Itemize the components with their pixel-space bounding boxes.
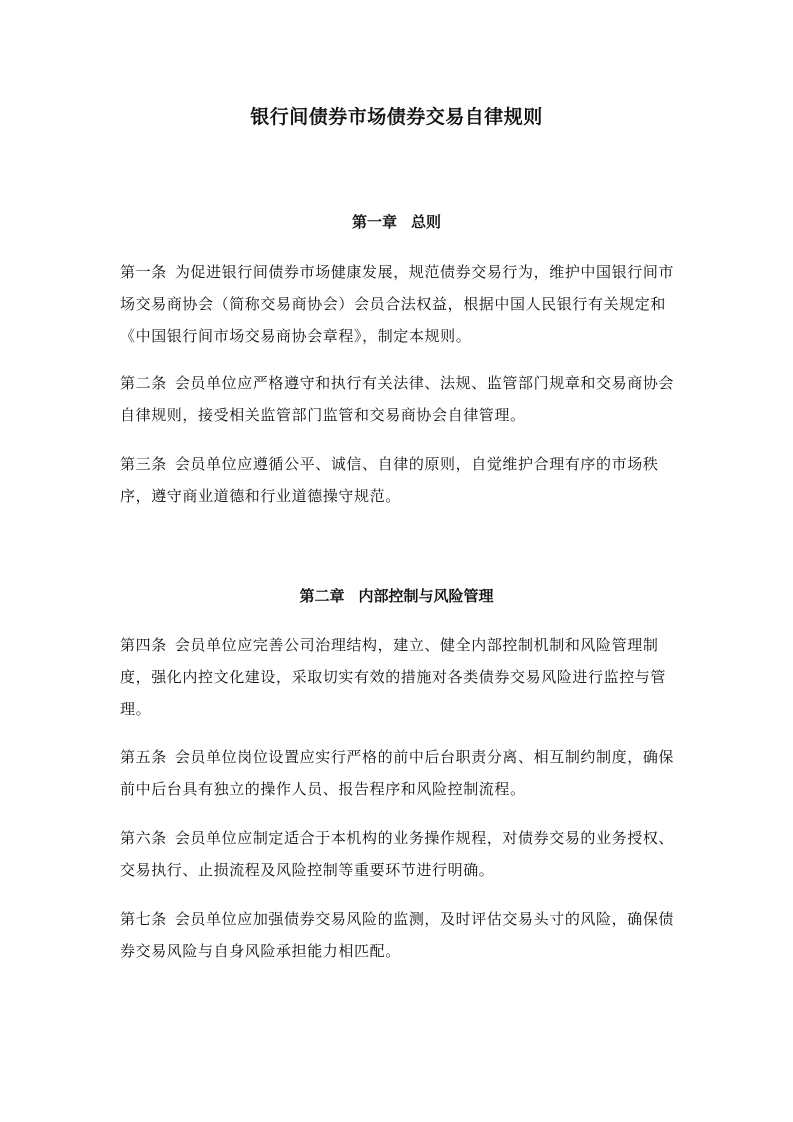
article-text: 会员单位应严格遵守和执行有关法律、法规、监管部门规章和交易商协会自律规则，接受相关监管部门监管和交易商协会自律管理。 [120, 374, 675, 424]
article-4 [120, 629, 675, 725]
article-1 [120, 256, 675, 352]
article-3 [120, 448, 675, 512]
article-7 [120, 903, 675, 967]
chapter-name: 总则 [411, 213, 442, 231]
article-number: 第五条 [120, 748, 167, 766]
article-number: 第二条 [120, 374, 167, 392]
chapter-number: 第一章 [351, 213, 397, 231]
article-2 [120, 367, 675, 431]
article-number: 第七条 [120, 910, 167, 928]
chapter-heading-1 [0, 212, 793, 232]
article-text: 会员单位应制定适合于本机构的业务操作规程，对债券交易的业务授权、交易执行、止损流程及风险控制等重要环节进行明确。 [120, 829, 675, 879]
chapter-number: 第二章 [299, 587, 345, 605]
article-number: 第三条 [120, 455, 167, 473]
article-number: 第四条 [120, 636, 167, 654]
article-5 [120, 741, 675, 805]
article-text: 为促进银行间债券市场健康发展，规范债券交易行为，维护中国银行间市场交易商协会（简称交易商协会）会员合法权益，根据中国人民银行有关规定和《中国银行间市场交易商协会章程》，制定本规则。 [120, 263, 675, 345]
article-number: 第六条 [120, 829, 167, 847]
chapter-name: 内部控制与风险管理 [358, 587, 494, 605]
article-text: 会员单位应完善公司治理结构，建立、健全内部控制机制和风险管理制度，强化内控文化建设，采取切实有效的措施对各类债券交易风险进行监控与管理。 [120, 636, 667, 718]
article-6 [120, 822, 675, 886]
article-text: 会员单位岗位设置应实行严格的前中后台职责分离、相互制约制度，确保前中后台具有独立的操作人员、报告程序和风险控制流程。 [120, 748, 675, 798]
document-title: 银行间债券市场债券交易自律规则 [250, 106, 543, 128]
article-text: 会员单位应加强债券交易风险的监测，及时评估交易头寸的风险，确保债券交易风险与自身风险承担能力相匹配。 [120, 910, 675, 960]
article-text: 会员单位应遵循公平、诚信、自律的原则，自觉维护合理有序的市场秩序，遵守商业道德和行业道德操守规范。 [120, 455, 659, 505]
article-number: 第一条 [120, 263, 167, 281]
chapter-heading-2 [0, 586, 793, 606]
